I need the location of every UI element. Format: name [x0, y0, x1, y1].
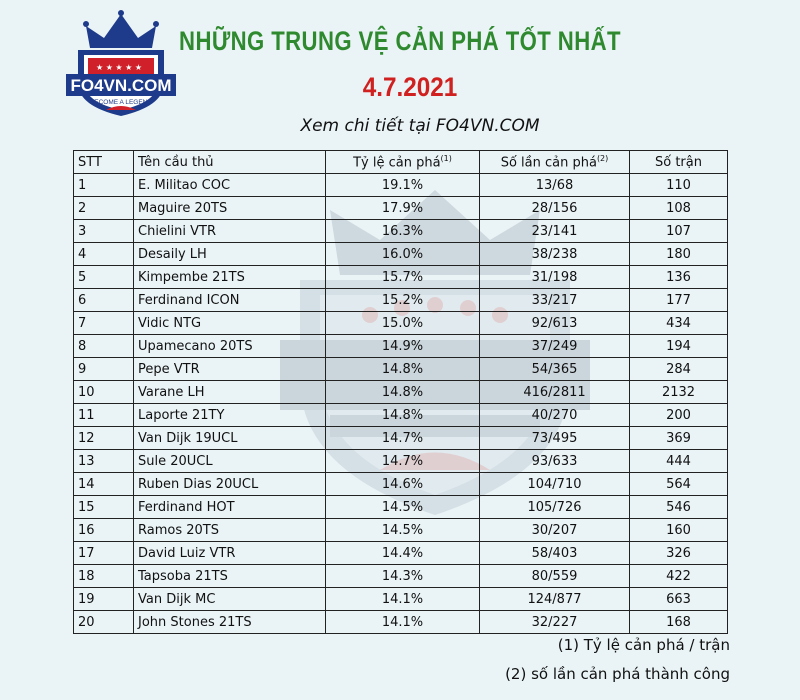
table-row: [74, 588, 728, 611]
table-row: [74, 174, 728, 197]
cell-rate: 14.1%: [326, 588, 480, 611]
table-row: [74, 519, 728, 542]
cell-player-name: David Luiz VTR: [134, 542, 326, 565]
col-header-matches: Số trận: [630, 151, 728, 174]
cell-stt: 14: [74, 473, 134, 496]
cell-count: 416/2811: [480, 381, 630, 404]
table-row: [74, 496, 728, 519]
table-row: [74, 473, 728, 496]
page-title: NHỮNG TRUNG VỆ CẢN PHÁ TỐT NHẤT: [179, 26, 621, 56]
cell-rate: 14.5%: [326, 496, 480, 519]
cell-rate: 14.3%: [326, 565, 480, 588]
cell-matches: 444: [630, 450, 728, 473]
cell-matches: 108: [630, 197, 728, 220]
cell-player-name: Tapsoba 21TS: [134, 565, 326, 588]
cell-matches: 284: [630, 358, 728, 381]
table-row: [74, 289, 728, 312]
cell-player-name: John Stones 21TS: [134, 611, 326, 634]
cell-matches: 2132: [630, 381, 728, 404]
svg-text:FO4VN.COM: FO4VN.COM: [70, 76, 172, 95]
table-row: [74, 611, 728, 634]
cell-rate: 16.3%: [326, 220, 480, 243]
cell-stt: 12: [74, 427, 134, 450]
cell-player-name: Van Dijk 19UCL: [134, 427, 326, 450]
cell-player-name: Kimpembe 21TS: [134, 266, 326, 289]
cell-stt: 7: [74, 312, 134, 335]
cell-player-name: E. Militao COC: [134, 174, 326, 197]
cell-rate: 14.7%: [326, 427, 480, 450]
cell-stt: 5: [74, 266, 134, 289]
cell-rate: 15.0%: [326, 312, 480, 335]
cell-count: 37/249: [480, 335, 630, 358]
cell-player-name: Desaily LH: [134, 243, 326, 266]
col-header-stt: STT: [74, 151, 134, 174]
cell-count: 13/68: [480, 174, 630, 197]
cell-stt: 4: [74, 243, 134, 266]
cell-matches: 136: [630, 266, 728, 289]
cell-rate: 14.5%: [326, 519, 480, 542]
cell-player-name: Upamecano 20TS: [134, 335, 326, 358]
table-row: [74, 197, 728, 220]
col-header-rate: Tỷ lệ cản phá$^{(1)}$: [326, 151, 480, 174]
table-row: [74, 266, 728, 289]
cell-matches: 180: [630, 243, 728, 266]
table-row: [74, 542, 728, 565]
cell-matches: 546: [630, 496, 728, 519]
cell-stt: 3: [74, 220, 134, 243]
cell-matches: 663: [630, 588, 728, 611]
table-header-row: [74, 151, 728, 174]
col-header-name: Tên cầu thủ: [134, 151, 326, 174]
cell-stt: 16: [74, 519, 134, 542]
cell-stt: 18: [74, 565, 134, 588]
cell-rate: 14.8%: [326, 358, 480, 381]
cell-count: 31/198: [480, 266, 630, 289]
cell-count: 93/633: [480, 450, 630, 473]
table-row: [74, 358, 728, 381]
table-row: [74, 427, 728, 450]
table-row: [74, 404, 728, 427]
cell-matches: 326: [630, 542, 728, 565]
cell-rate: 14.7%: [326, 450, 480, 473]
cell-player-name: Ferdinand HOT: [134, 496, 326, 519]
svg-text:BECOME A LEGEND: BECOME A LEGEND: [89, 99, 153, 106]
table-row: [74, 335, 728, 358]
cell-player-name: Vidic NTG: [134, 312, 326, 335]
cell-rate: 14.8%: [326, 381, 480, 404]
cell-rate: 14.6%: [326, 473, 480, 496]
cell-count: 23/141: [480, 220, 630, 243]
cell-count: 30/207: [480, 519, 630, 542]
page-date: 4.7.2021: [362, 72, 458, 102]
cell-matches: 434: [630, 312, 728, 335]
table-row: [74, 565, 728, 588]
cell-count: 124/877: [480, 588, 630, 611]
cell-count: 28/156: [480, 197, 630, 220]
cell-stt: 6: [74, 289, 134, 312]
cell-rate: 19.1%: [326, 174, 480, 197]
cell-matches: 177: [630, 289, 728, 312]
cell-player-name: Ferdinand ICON: [134, 289, 326, 312]
cell-matches: 200: [630, 404, 728, 427]
cell-count: 33/217: [480, 289, 630, 312]
col-header-count: Số lần cản phá$^{(2)}$: [480, 151, 630, 174]
cell-player-name: Van Dijk MC: [134, 588, 326, 611]
cell-matches: 168: [630, 611, 728, 634]
cell-player-name: Laporte 21TY: [134, 404, 326, 427]
cell-stt: 1: [74, 174, 134, 197]
cell-stt: 11: [74, 404, 134, 427]
cell-stt: 8: [74, 335, 134, 358]
cell-count: 32/227: [480, 611, 630, 634]
cell-rate: 15.7%: [326, 266, 480, 289]
cell-stt: 19: [74, 588, 134, 611]
cell-matches: 369: [630, 427, 728, 450]
footnote-1: (1) Tỷ lệ cản phá / trận: [557, 636, 730, 654]
footnote-2: (2) số lần cản phá thành công: [505, 665, 730, 683]
cell-stt: 9: [74, 358, 134, 381]
cell-count: 105/726: [480, 496, 630, 519]
table-row: [74, 381, 728, 404]
cell-matches: 422: [630, 565, 728, 588]
cell-player-name: Varane LH: [134, 381, 326, 404]
table-row: [74, 450, 728, 473]
cell-count: 104/710: [480, 473, 630, 496]
cell-rate: 17.9%: [326, 197, 480, 220]
cell-matches: 110: [630, 174, 728, 197]
cell-count: 54/365: [480, 358, 630, 381]
cell-count: 40/270: [480, 404, 630, 427]
cell-stt: 17: [74, 542, 134, 565]
cell-count: 92/613: [480, 312, 630, 335]
cell-player-name: Chielini VTR: [134, 220, 326, 243]
cell-rate: 14.4%: [326, 542, 480, 565]
stats-table: [73, 150, 728, 634]
cell-rate: 15.2%: [326, 289, 480, 312]
cell-count: 58/403: [480, 542, 630, 565]
cell-player-name: Sule 20UCL: [134, 450, 326, 473]
cell-matches: 107: [630, 220, 728, 243]
table-row: [74, 312, 728, 335]
cell-player-name: Ramos 20TS: [134, 519, 326, 542]
cell-rate: 16.0%: [326, 243, 480, 266]
cell-count: 80/559: [480, 565, 630, 588]
cell-stt: 13: [74, 450, 134, 473]
cell-matches: 194: [630, 335, 728, 358]
cell-player-name: Ruben Dias 20UCL: [134, 473, 326, 496]
cell-stt: 20: [74, 611, 134, 634]
cell-player-name: Maguire 20TS: [134, 197, 326, 220]
cell-rate: 14.9%: [326, 335, 480, 358]
table-row: [74, 220, 728, 243]
svg-text:★ ★ ★ ★ ★: ★ ★ ★ ★ ★: [96, 63, 143, 72]
cell-rate: 14.8%: [326, 404, 480, 427]
cell-count: 73/495: [480, 427, 630, 450]
cell-matches: 564: [630, 473, 728, 496]
cell-stt: 2: [74, 197, 134, 220]
cell-count: 38/238: [480, 243, 630, 266]
page-subtitle: Xem chi tiết tại FO4VN.COM: [300, 116, 540, 136]
cell-stt: 10: [74, 381, 134, 404]
cell-matches: 160: [630, 519, 728, 542]
cell-stt: 15: [74, 496, 134, 519]
cell-player-name: Pepe VTR: [134, 358, 326, 381]
table-row: [74, 243, 728, 266]
cell-rate: 14.1%: [326, 611, 480, 634]
